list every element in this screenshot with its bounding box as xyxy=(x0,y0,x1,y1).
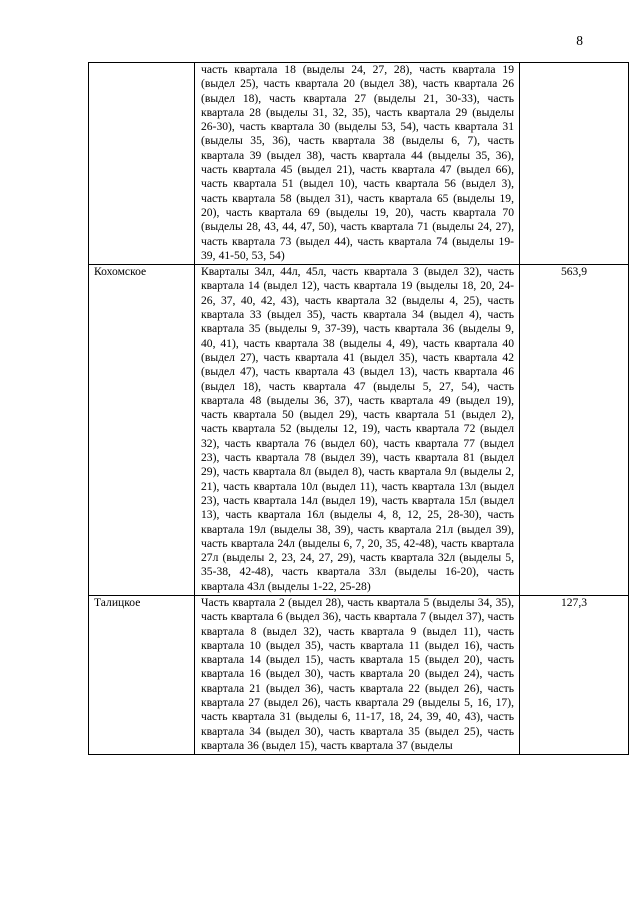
table-row xyxy=(89,595,629,754)
district-name-cell xyxy=(89,63,195,265)
quarters-description-cell: Кварталы 34л, 44л, 45л, часть квартала 3 (выдел 32), часть квартала 14 (выдел 12), часть квартала 19 (выделы 18, 20, 24-26, 37, 40, 42, 43), часть квартала 32 (выделы 4, 25), часть квартала 33 (выдел 35), часть квартала 34 (выдел 4), часть квартала 35 (выделы 9, 37-39), часть квартала 36 (выделы 9, 40, 41), часть квартала 38 (выделы 4, 49), часть квартала 40 (выдел 27), часть квартала 41 (выдел 35), часть квартала 42 (выдел 47), часть квартала 43 (выдел 13), часть квартала 46 (выдел 18), часть квартала 47 (выделы 5, 27, 54), часть квартала 48 (выделы 36, 37), часть квартала 49 (выдел 19), часть квартала 50 (выдел 29), часть квартала 51 (выдел 2), часть квартала 52 (выделы 12, 19), часть квартала 72 (выдел 32), часть квартала 76 (выдел 60), часть квартала 77 (выдел 23), часть квартала 78 (выдел 39), часть квартала 81 (выдел 29), часть квартала 8л (выдел 8), часть квартала 9л (выделы 2, 21), часть квартала 10л (выдел 11), часть квартала 13л (выдел 23), часть квартала 14л (выдел 19), часть квартала 15л (выдел 13), часть квартала 16л (выделы 4, 8, 12, 25, 28-30), часть квартала 19л (выделы 38, 39), часть квартала 21л (выдел 39), часть квартала 24л (выделы 6, 7, 20, 35, 42-48), часть квартала 27л (выделы 2, 23, 24, 27, 29), часть квартала 32л (выделы 5, 35-38, 42-48), часть квартала 33л (выделы 16-20), часть квартала 43л (выделы 1-22, 25-28) xyxy=(195,265,520,596)
page-number: 8 xyxy=(576,33,583,48)
area-value-cell xyxy=(520,63,629,265)
area-value-cell: 563,9 xyxy=(520,265,629,596)
table-row xyxy=(89,63,629,265)
area-value-cell: 127,3 xyxy=(520,595,629,754)
district-name-cell: Кохомское xyxy=(89,265,195,596)
forest-quarters-table xyxy=(88,62,629,755)
district-name-cell: Талицкое xyxy=(89,595,195,754)
quarters-description-cell: Часть квартала 2 (выдел 28), часть квартала 5 (выделы 34, 35), часть квартала 6 (выдел 36), часть квартала 7 (выдел 37), часть квартала 8 (выдел 32), часть квартала 9 (выдел 11), часть квартала 10 (выдел 35), часть квартала 11 (выдел 16), часть квартала 14 (выдел 15), часть квартала 15 (выдел 20), часть квартала 16 (выдел 30), часть квартала 20 (выдел 24), часть квартала 21 (выдел 36), часть квартала 22 (выдел 26), часть квартала 27 (выдел 26), часть квартала 29 (выделы 5, 16, 17), часть квартала 31 (выделы 6, 11-17, 18, 24, 39, 40, 43), часть квартала 34 (выдел 30), часть квартала 35 (выдел 25), часть квартала 36 (выдел 15), часть квартала 37 (выделы xyxy=(195,595,520,754)
table-row xyxy=(89,265,629,596)
quarters-description-cell: часть квартала 18 (выделы 24, 27, 28), часть квартала 19 (выдел 25), часть квартала 20 (выдел 38), часть квартала 26 (выдел 18), часть квартала 27 (выделы 21, 30-33), часть квартала 28 (выделы 31, 32, 35), часть квартала 29 (выделы 26-30), часть квартала 30 (выделы 53, 54), часть квартала 31 (выделы 35, 36), часть квартала 38 (выделы 6, 7), часть квартала 39 (выдел 38), часть квартала 44 (выделы 35, 36), часть квартала 45 (выдел 21), часть квартала 47 (выдел 66), часть квартала 51 (выдел 10), часть квартала 56 (выдел 3), часть квартала 58 (выдел 31), часть квартала 65 (выделы 19, 20), часть квартала 69 (выделы 19, 20), часть квартала 70 (выделы 28, 43, 44, 47, 50), часть квартала 71 (выделы 24, 27), часть квартала 73 (выдел 44), часть квартала 74 (выделы 19-39, 41-50, 53, 54) xyxy=(195,63,520,265)
